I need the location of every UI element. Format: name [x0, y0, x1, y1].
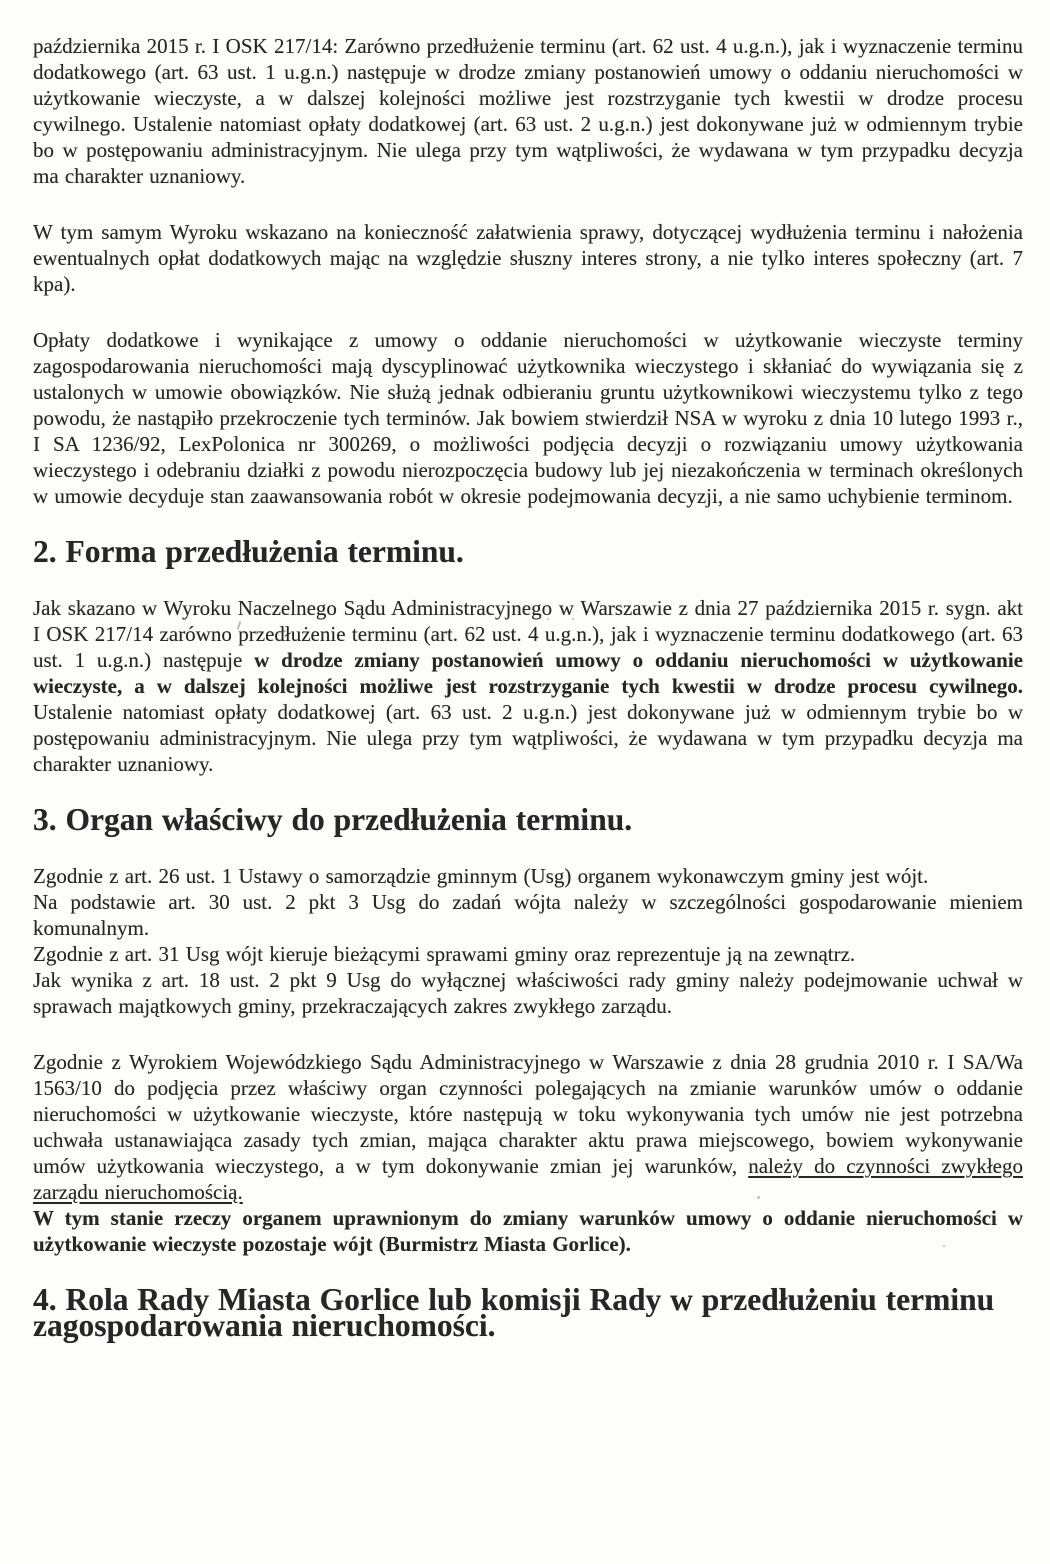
- paragraph: [33, 967, 1023, 1019]
- text-segment: Opłaty dodatkowe i wynikające z umowy o oddanie nieruchomości w użytkowanie wieczyste terminy zagospodarowania nieruchomości mają dyscyplinować użytkownika wieczystego i skłaniać do wywiązania się z ustalonych w umowie obowiązków. Nie służą jednak odbieraniu gruntu użytkownikowi wieczystemu tylko z tego powodu, że nastąpiło przekroczenie tych terminów. Jak bowiem stwierdził NSA w wyroku z dnia 10 lutego 1993 r., I SA 1236/92, LexPolonica nr 300269, o możliwości podjęcia decyzji o rozwiązaniu umowy użytkowania wieczystego i odebraniu działki z powodu nierozpoczęcia budowy lub jej niezakończenia w terminach określonych w umowie decyduje stan zaawansowania robót w okresie podejmowania decyzji, a nie samo uchybienie terminom.: [33, 328, 1023, 508]
- paragraph: [33, 595, 1023, 777]
- text-segment: Jak skazano w Wyroku Naczelnego Sądu Administracyjnego w Warszawie z dnia 27 października 2015 r. sygn. akt I OSK 217/14 zarówno przedłużenie terminu (art. 62 ust. 4 u.g.n.), jak i wyznaczenie terminu dodatkowego (art. 63 ust. 1 u.g.n.) następuje: [33, 596, 1023, 672]
- text-segment: W tym samym Wyroku wskazano na konieczność załatwienia sprawy, dotyczącej wydłużenia terminu i nałożenia ewentualnych opłat dodatkowych mając na względzie słuszny interes strony, a nie tylko interes społeczny (art. 7 kpa).: [33, 220, 1023, 296]
- paragraph: [33, 863, 1023, 889]
- text-segment: października 2015 r. I OSK 217/14: Zarówno przedłużenie terminu (art. 62 ust. 4 u.g.n.), jak i wyznaczenie terminu dodatkowego (art. 63 ust. 1 u.g.n.) następuje w drodze zmiany postanowień umowy o oddaniu nieruchomości w użytkowanie wieczyste, a w dalszej kolejności możliwe jest rozstrzyganie tych kwestii w drodze procesu cywilnego. Ustalenie natomiast opłaty dodatkowej (art. 63 ust. 2 u.g.n.) jest dokonywane już w odmiennym trybie bo w postępowaniu administracyjnym. Nie ulega przy tym wątpliwości, że wydawana w tym przypadku decyzja ma charakter uznaniowy.: [33, 34, 1023, 188]
- text-segment: 4. Rola Rady Miasta Gorlice lub komisji Rady w przedłużeniu terminu zagospodarowania nieruchomości.: [33, 1282, 995, 1343]
- text-segment: 2. Forma przedłużenia terminu.: [33, 534, 464, 569]
- text-segment: Jak wynika z art. 18 ust. 2 pkt 9 Usg do wyłącznej właściwości rady gminy należy podejmowanie uchwał w sprawach majątkowych gminy, przekraczających zakres zwykłego zarządu.: [33, 968, 1023, 1018]
- text-segment: Na podstawie art. 30 ust. 2 pkt 3 Usg do zadań wójta należy w szczególności gospodarowanie mieniem komunalnym.: [33, 890, 1023, 940]
- scan-artifact: [547, 618, 549, 620]
- scan-artifact: [757, 1196, 760, 1199]
- paragraph: [33, 941, 1023, 967]
- text-segment: należy do czynności zwykłego zarządu nieruchomością.: [33, 1154, 1023, 1204]
- paragraph: [33, 889, 1023, 941]
- text-segment: Zgodnie z art. 26 ust. 1 Ustawy o samorządzie gminnym (Usg) organem wykonawczym gminy jest wójt.: [33, 864, 929, 888]
- section-heading: [33, 802, 1023, 837]
- scan-artifact: [572, 618, 574, 620]
- text-segment: Zgodnie z art. 31 Usg wójt kieruje bieżącymi sprawami gminy oraz reprezentuje ją na zewnątrz.: [33, 942, 856, 966]
- paragraph: [33, 1049, 1023, 1205]
- text-segment: w drodze zmiany postanowień umowy o oddaniu nieruchomości w użytkowanie wieczyste, a w dalszej kolejności możliwe jest rozstrzyganie tych kwestii w drodze procesu cywilnego.: [33, 648, 1023, 698]
- paragraph: [33, 1205, 1023, 1257]
- paragraph: [33, 327, 1023, 509]
- text-segment: 3. Organ właściwy do przedłużenia terminu.: [33, 802, 633, 837]
- scan-artifact: [943, 1245, 945, 1247]
- text-segment: Zgodnie z Wyrokiem Wojewódzkiego Sądu Administracyjnego w Warszawie z dnia 28 grudnia 2010 r. I SA/Wa 1563/10 do podjęcia przez właściwy organ czynności polegających na zmianie warunków umów o oddanie nieruchomości w użytkowanie wieczyste, które następują w toku wykonywania tych umów nie jest potrzebna uchwała ustanawiająca zasady tych zmian, mająca charakter aktu prawa miejscowego, bowiem wykonywanie umów użytkowania wieczystego, a w tym dokonywanie zmian jej warunków,: [33, 1050, 1023, 1178]
- text-segment: W tym stanie rzeczy organem uprawnionym do zmiany warunków umowy o oddanie nieruchomości w użytkowanie wieczyste pozostaje wójt (Burmistrz Miasta Gorlice).: [33, 1206, 1023, 1256]
- document-body: [33, 33, 1023, 1343]
- text-segment: Ustalenie natomiast opłaty dodatkowej (art. 63 ust. 2 u.g.n.) jest dokonywane już w odmiennym trybie bo w postępowaniu administracyjnym. Nie ulega przy tym wątpliwości, że wydawana w tym przypadku decyzja ma charakter uznaniowy.: [33, 700, 1023, 776]
- section-heading: [33, 1282, 1023, 1343]
- paragraph: [33, 33, 1023, 189]
- scan-artifact: [283, 630, 286, 632]
- section-heading: [33, 534, 1023, 569]
- paragraph: [33, 219, 1023, 297]
